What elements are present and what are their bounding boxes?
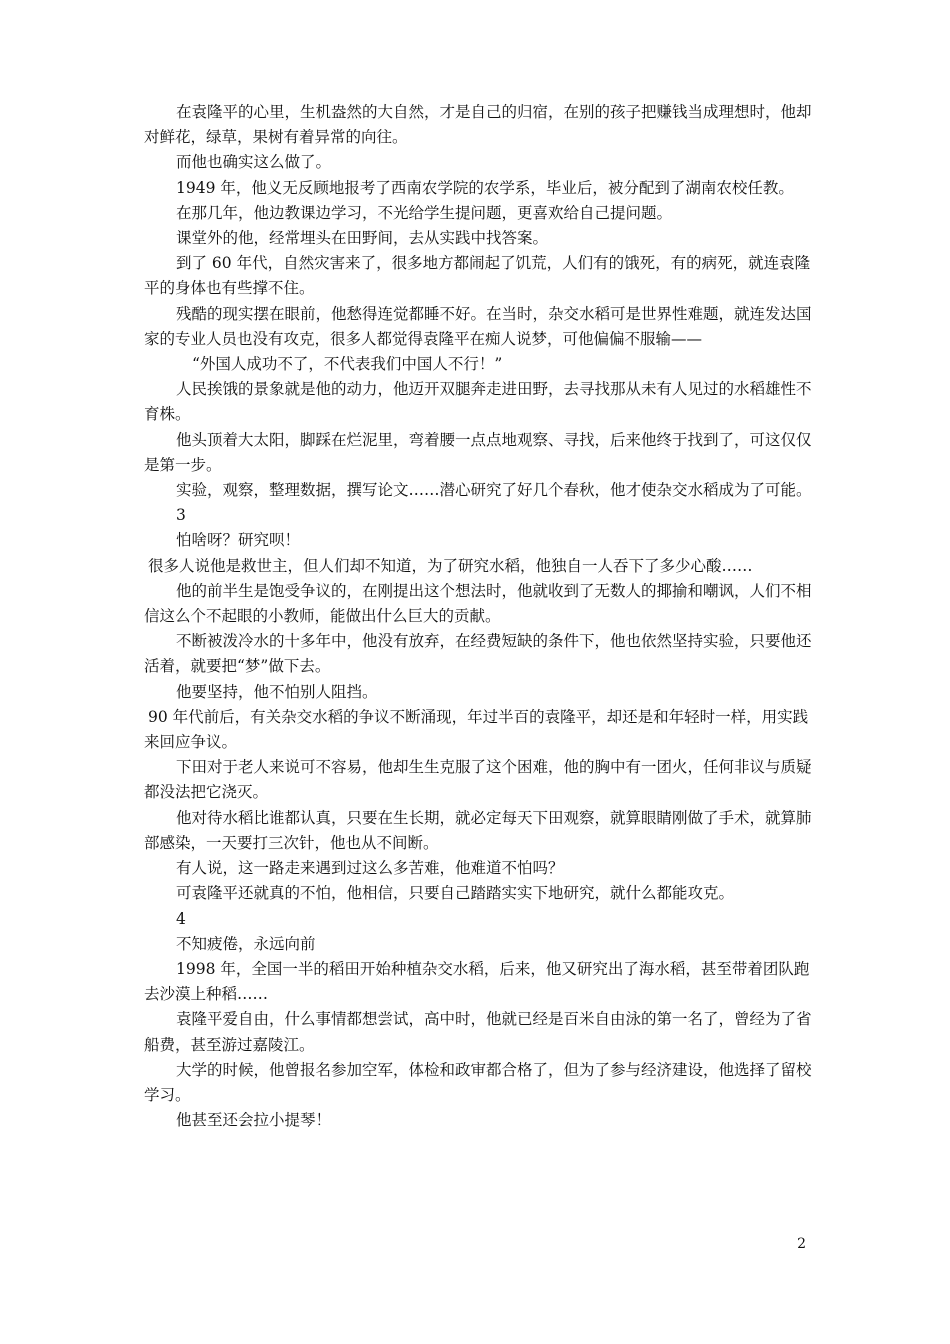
section-number: 4 bbox=[176, 909, 186, 928]
paragraph: 人民挨饿的景象就是他的动力，他迈开双腿奔走进田野，去寻找那从未有人见过的水稻雄性不育株。 bbox=[144, 380, 812, 424]
paragraph: 在袁隆平的心里，生机盎然的大自然，才是自己的归宿，在别的孩子把赚钱当成理想时，他却对鲜花，绿草，果树有着异常的向往。 bbox=[144, 103, 812, 147]
paragraph: 到了 60 年代，自然灾害来了，很多地方都闹起了饥荒，人们有的饿死，有的病死，就连袁隆平的身体也有些撑不住。 bbox=[144, 254, 811, 298]
paragraph: 1949 年，他义无反顾地报考了西南农学院的农学系，毕业后，被分配到了湖南农校任教。 bbox=[176, 178, 794, 197]
page-number: 2 bbox=[797, 1236, 806, 1252]
paragraph: 他甚至还会拉小提琴！ bbox=[176, 1111, 332, 1130]
paragraph: 有人说，这一路走来遇到过这么多苦难，他难道不怕吗？ bbox=[176, 859, 564, 878]
paragraph: 在那几年，他边教课边学习，不光给学生提问题，更喜欢给自己提问题。 bbox=[176, 203, 673, 222]
paragraph: 课堂外的他，经常埋头在田野间，去从实践中找答案。 bbox=[176, 229, 549, 248]
paragraph: 而他也确实这么做了。 bbox=[176, 153, 332, 172]
paragraph: 很多人说他是救世主，但人们却不知道，为了研究水稻，他独自一人吞下了多少心酸…… bbox=[148, 556, 753, 575]
paragraph: 下田对于老人来说可不容易，他却生生克服了这个困难，他的胸中有一团火，任何非议与质疑都没法把它浇灭。 bbox=[144, 758, 812, 802]
section-heading: 不知疲倦，永远向前 bbox=[176, 934, 316, 953]
quote-paragraph: “外国人成功不了，不代表我们中国人不行！” bbox=[192, 355, 503, 374]
paragraph: 90 年代前后，有关杂交水稻的争议不断涌现，年过半百的袁隆平，却还是和年轻时一样，用实践来回应争议。 bbox=[144, 707, 809, 752]
section-heading: 怕啥呀？研究呗！ bbox=[176, 531, 301, 550]
paragraph: 不断被泼冷水的十多年中，他没有放弃，在经费短缺的条件下，他也依然坚持实验，只要他还活着，就要把“梦”做下去。 bbox=[144, 632, 812, 676]
paragraph: 1998 年，全国一半的稻田开始种植杂交水稻，后来，他又研究出了海水稻，甚至带着团队跑去沙漠上种稻…… bbox=[144, 959, 810, 1004]
paragraph: 袁隆平爱自由，什么事情都想尝试，高中时，他就已经是百米自由泳的第一名了，曾经为了省船费，甚至游过嘉陵江。 bbox=[144, 1010, 812, 1054]
paragraph: 残酷的现实摆在眼前，他愁得连觉都睡不好。在当时，杂交水稻可是世界性难题，就连发达国家的专业人员也没有攻克，很多人都觉得袁隆平在痴人说梦，可他偏偏不服输—— bbox=[144, 304, 812, 348]
paragraph: 他头顶着大太阳，脚踩在烂泥里，弯着腰一点点地观察、寻找，后来他终于找到了，可这仅仅是第一步。 bbox=[144, 430, 812, 474]
paragraph: 他对待水稻比谁都认真，只要在生长期，就必定每天下田观察，就算眼睛刚做了手术，就算肺部感染，一天要打三次针，他也从不间断。 bbox=[144, 808, 812, 852]
paragraph: 大学的时候，他曾报名参加空军，体检和政审都合格了，但为了参与经济建设，他选择了留校学习。 bbox=[144, 1060, 812, 1104]
paragraph: 实验，观察，整理数据，撰写论文……潜心研究了好几个春秋，他才使杂交水稻成为了可能。 bbox=[176, 481, 812, 500]
paragraph: 可袁隆平还就真的不怕，他相信，只要自己踏踏实实下地研究，就什么都能攻克。 bbox=[176, 884, 735, 903]
body-text bbox=[144, 100, 814, 1133]
paragraph: 他要坚持，他不怕别人阻挡。 bbox=[176, 682, 378, 701]
section-number: 3 bbox=[176, 506, 186, 525]
paragraph: 他的前半生是饱受争议的，在刚提出这个想法时，他就收到了无数人的揶揄和嘲讽，人们不相信这么个不起眼的小教师，能做出什么巨大的贡献。 bbox=[144, 581, 812, 626]
